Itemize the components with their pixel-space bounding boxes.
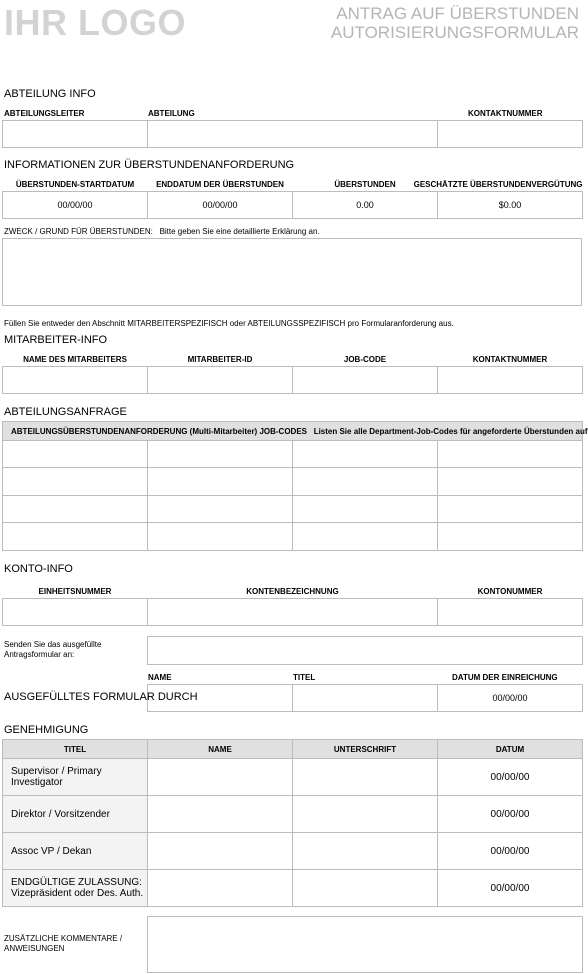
approval-role-line2: Investigator: [11, 777, 63, 788]
field-job-code[interactable]: [293, 366, 438, 393]
section-instruction: Füllen Sie entweder den Abschnitt MITARBEITERSPEZIFISCH oder ABTEILUNGSSPEZIFISCH pro Formularanforderung aus.: [4, 319, 454, 328]
send-to-label-line2: Antragsformular an:: [4, 650, 75, 659]
field-employee-contact[interactable]: [438, 366, 583, 393]
approval-role-line2: Vizepräsident oder Des. Auth.: [11, 888, 144, 899]
purpose-hint: Bitte geben Sie eine detaillierte Erklärung an.: [159, 227, 320, 236]
header-employee-contact: KONTAKTNUMMER: [472, 354, 548, 364]
header-submission-date: DATUM DER EINREICHUNG: [452, 673, 558, 682]
approval-role-line1: Supervisor / Primary: [11, 766, 102, 777]
job-code-cell[interactable]: [148, 468, 293, 496]
form-title: [331, 4, 579, 42]
header-account-number: KONTONUMMER: [477, 586, 543, 596]
purpose-label: ZWECK / GRUND FÜR ÜBERSTUNDEN:: [4, 227, 153, 236]
header-contact-number: KONTAKTNUMMER: [468, 109, 543, 118]
dept-request-table: [2, 421, 588, 551]
header-approval-name: NAME: [148, 740, 293, 759]
field-department[interactable]: [148, 121, 438, 148]
field-end-date[interactable]: 00/00/00: [148, 191, 293, 218]
comments-label: [4, 934, 122, 954]
job-code-cell[interactable]: [293, 468, 438, 496]
job-code-cell[interactable]: [438, 468, 583, 496]
logo-placeholder: IHR LOGO: [4, 2, 186, 43]
job-code-cell[interactable]: [438, 496, 583, 523]
header-department: ABTEILUNG: [148, 109, 195, 118]
job-code-cell[interactable]: [148, 496, 293, 523]
field-approval-name[interactable]: [148, 833, 293, 870]
section-title-dept-info: ABTEILUNG INFO: [4, 88, 96, 100]
header-job-code: JOB-CODE: [343, 354, 387, 364]
header-employee-id: MITARBEITER-ID: [187, 354, 253, 364]
approval-role-assoc-vp: [3, 833, 148, 870]
header-approval-signature: UNTERSCHRIFT: [293, 740, 438, 759]
account-info-table: [2, 585, 583, 626]
comments-label-line1: ZUSÄTZLICHE KOMMENTARE /: [4, 934, 123, 943]
approval-role-line1: ENDGÜLTIGE ZULASSUNG:: [11, 877, 142, 888]
field-account-number[interactable]: [438, 598, 583, 625]
job-code-cell[interactable]: [3, 468, 148, 496]
header-approval-date: DATUM: [438, 740, 583, 759]
header-employee-name: NAME DES MITARBEITERS: [23, 354, 127, 364]
completed-by-label: AUSGEFÜLLTES FORMULAR DURCH: [4, 691, 198, 703]
job-code-cell[interactable]: [3, 496, 148, 523]
header-dept-head: ABTEILUNGSLEITER: [4, 109, 85, 118]
field-approval-signature[interactable]: [293, 759, 438, 796]
field-dept-head[interactable]: [3, 121, 148, 148]
approval-role-supervisor: [3, 759, 148, 796]
purpose-textarea[interactable]: [2, 238, 582, 306]
field-approval-signature[interactable]: [293, 870, 438, 907]
header-start-date: ÜBERSTUNDEN-STARTDATUM: [15, 179, 135, 189]
approval-role-line1: Assoc VP / Dekan: [11, 845, 92, 857]
approval-role-line1: Direktor / Vorsitzender: [11, 808, 110, 820]
field-contact-number[interactable]: [438, 121, 583, 148]
field-approval-date[interactable]: 00/00/00: [438, 870, 583, 907]
section-title-employee-info: MITARBEITER-INFO: [4, 334, 108, 346]
comments-textarea[interactable]: [147, 916, 583, 973]
section-title-approval: GENEHMIGUNG: [4, 724, 89, 736]
job-code-cell[interactable]: [438, 523, 583, 551]
section-title-account-info: KONTO-INFO: [4, 563, 73, 575]
dept-request-header-codes: ABTEILUNGSÜBERSTUNDENANFORDERUNG (Multi-Mitarbeiter) JOB-CODES: [11, 426, 308, 436]
comments-label-line2: ANWEISUNGEN: [4, 944, 65, 953]
form-title-line2: AUTORISIERUNGSFORMULAR: [330, 23, 579, 42]
field-employee-id[interactable]: [148, 366, 293, 393]
field-approval-signature[interactable]: [293, 833, 438, 870]
job-code-cell[interactable]: [3, 441, 148, 468]
purpose-label-row: [4, 227, 320, 236]
approval-role-final: [3, 870, 148, 907]
field-approval-signature[interactable]: [293, 796, 438, 833]
header-end-date: ENDDATUM DER ÜBERSTUNDEN: [156, 179, 284, 189]
send-to-label-line1: Senden Sie das ausgefüllte: [4, 640, 102, 649]
job-code-cell[interactable]: [293, 441, 438, 468]
job-code-cell[interactable]: [438, 441, 583, 468]
field-submission-date[interactable]: 00/00/00: [438, 685, 583, 712]
header-account-name: KONTENBEZEICHNUNG: [246, 586, 339, 596]
field-approval-date[interactable]: 00/00/00: [438, 796, 583, 833]
field-approval-name[interactable]: [148, 870, 293, 907]
field-employee-name[interactable]: [3, 366, 148, 393]
field-estimated-pay[interactable]: $0.00: [438, 191, 583, 218]
job-code-cell[interactable]: [293, 496, 438, 523]
field-overtime-hours[interactable]: 0.00: [293, 191, 438, 218]
header-completed-name: NAME: [148, 673, 172, 682]
dept-request-header-hint: Listen Sie alle Department-Job-Codes für angeforderte Überstunden auf: [313, 426, 588, 436]
field-account-name[interactable]: [148, 598, 438, 625]
header-overtime-hours: ÜBERSTUNDEN: [334, 179, 396, 189]
job-code-cell[interactable]: [293, 523, 438, 551]
job-code-cell[interactable]: [148, 441, 293, 468]
field-approval-name[interactable]: [148, 796, 293, 833]
header-approval-title: TITEL: [3, 740, 148, 759]
form-title-line1: ANTRAG AUF ÜBERSTUNDEN: [336, 4, 579, 23]
approval-role-director: [3, 796, 148, 833]
field-unit-number[interactable]: [3, 598, 148, 625]
header-estimated-pay: GESCHÄTZTE ÜBERSTUNDENVERGÜTUNG: [413, 179, 583, 189]
field-approval-name[interactable]: [148, 759, 293, 796]
section-title-dept-request: ABTEILUNGSANFRAGE: [4, 406, 127, 418]
job-code-cell[interactable]: [148, 523, 293, 551]
send-to-field[interactable]: [147, 636, 583, 665]
field-start-date[interactable]: 00/00/00: [3, 191, 148, 218]
request-info-table: [2, 178, 583, 219]
employee-info-table: [2, 353, 583, 394]
dept-info-table: [2, 120, 583, 148]
field-approval-date[interactable]: 00/00/00: [438, 759, 583, 796]
job-code-cell[interactable]: [3, 523, 148, 551]
header-unit-number: EINHEITSNUMMER: [38, 586, 112, 596]
send-to-label: [4, 640, 101, 660]
dept-request-header: [3, 422, 588, 441]
completed-by-table: [147, 684, 583, 712]
section-title-request-info: INFORMATIONEN ZUR ÜBERSTUNDENANFORDERUNG: [4, 159, 295, 171]
field-completed-title[interactable]: [293, 685, 438, 712]
field-approval-date[interactable]: 00/00/00: [438, 833, 583, 870]
header-completed-title: TITEL: [293, 673, 316, 682]
approval-table: [2, 739, 583, 907]
